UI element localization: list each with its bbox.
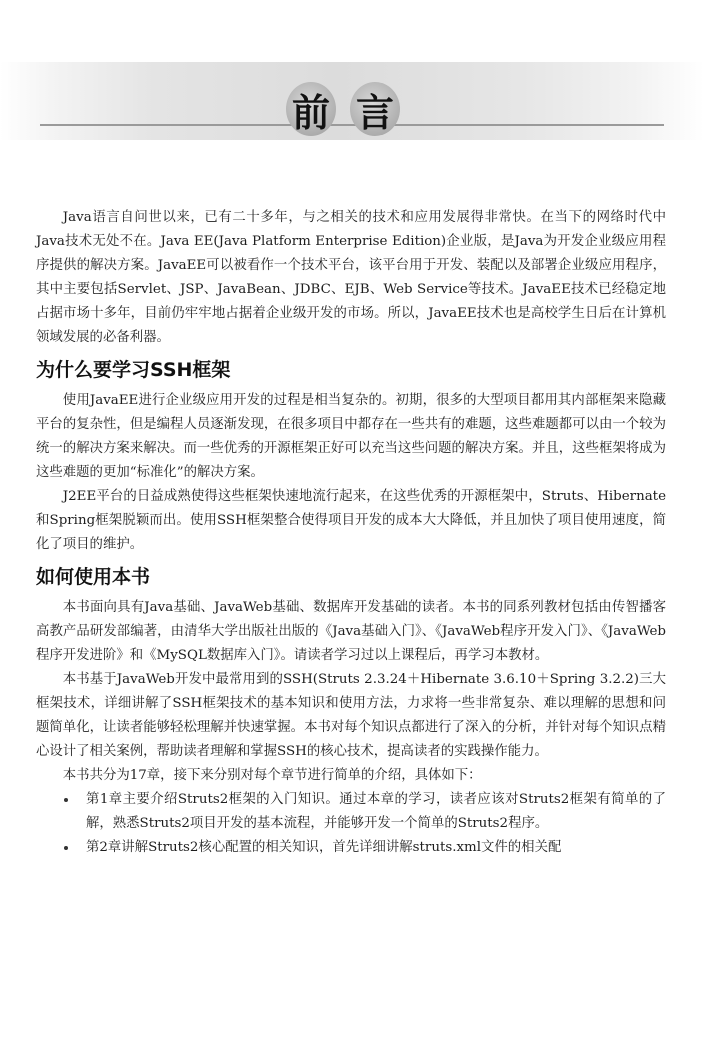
body-content [36, 206, 666, 860]
list-item-text: 第2章讲解Struts2核心配置的相关知识，首先详细讲解struts.xml文件的相关配 [86, 840, 562, 855]
bullet-dot-icon [64, 798, 68, 802]
title-char-1: 前 [286, 82, 336, 136]
bullet-dot-icon [64, 846, 68, 850]
section-heading-how-to-use: 如何使用本书 [36, 566, 151, 588]
list-item [36, 836, 666, 860]
section-heading-why-ssh: 为什么要学习SSH框架 [36, 359, 231, 381]
chapter-list [36, 788, 666, 860]
how-paragraph-2: 本书基于JavaWeb开发中最常用到的SSH(Struts 2.3.24＋Hibernate 3.6.10＋Spring 3.2.2)三大框架技术，详细讲解了SSH框架技术的基本知识和使用方法，力求将一些非常复杂、难以理解的思想和问题简单化，让读者能够轻松理解并快速掌握。本书对每个知识点都进行了深入的分析，并针对每个知识点精心设计了相关案例，帮助读者理解和掌握SSH的核心技术，提高读者的实践操作能力。 [36, 672, 666, 759]
list-item [36, 788, 666, 836]
list-item-text: 第1章主要介绍Struts2框架的入门知识。通过本章的学习，读者应该对Struts2框架有简单的了解，熟悉Struts2项目开发的基本流程，并能够开发一个简单的Struts2程序。 [86, 792, 666, 831]
why-paragraph-1: 使用JavaEE进行企业级应用开发的过程是相当复杂的。初期，很多的大型项目都用其内部框架来隐藏平台的复杂性，但是编程人员逐渐发现，在很多项目中都存在一些共有的难题，这些难题都可以由一个较为统一的解决方案来解决。而一些优秀的开源框架正好可以充当这些问题的解决方案。并且，这些框架将成为这些难题的更加“标准化”的解决方案。 [36, 393, 666, 480]
why-paragraph-2: J2EE平台的日益成熟使得这些框架快速地流行起来，在这些优秀的开源框架中，Struts、Hibernate和Spring框架脱颖而出。使用SSH框架整合使得项目开发的成本大大降低，并且加快了项目使用速度，简化了项目的维护。 [36, 489, 666, 552]
title-char-2: 言 [350, 82, 400, 136]
how-paragraph-1: 本书面向具有Java基础、JavaWeb基础、数据库开发基础的读者。本书的同系列教材包括由传智播客高教产品研发部编著，由清华大学出版社出版的《Java基础入门》、《JavaWeb程序开发入门》、《JavaWeb程序开发进阶》和《MySQL数据库入门》。请读者学习过以上课程后，再学习本教材。 [36, 600, 666, 663]
page-title [286, 82, 400, 142]
how-paragraph-3: 本书共分为17章，接下来分别对每个章节进行简单的介绍，具体如下： [62, 768, 482, 783]
intro-paragraph: Java语言自问世以来，已有二十多年，与之相关的技术和应用发展得非常快。在当下的网络时代中Java技术无处不在。Java EE(Java Platform Enterprise Edition)企业版，是Java为开发企业级应用程序提供的解决方案。JavaEE可以被看作一个技术平台，该平台用于开发、装配以及部署企业级应用程序，其中主要包括Servlet、JSP、JavaBean、JDBC、EJB、Web Service等技术。JavaEE技术已经稳定地占据市场十多年，目前仍牢牢地占据着企业级开发的市场。所以，JavaEE技术也是高校学生日后在计算机领域发展的必备利器。 [36, 210, 666, 345]
